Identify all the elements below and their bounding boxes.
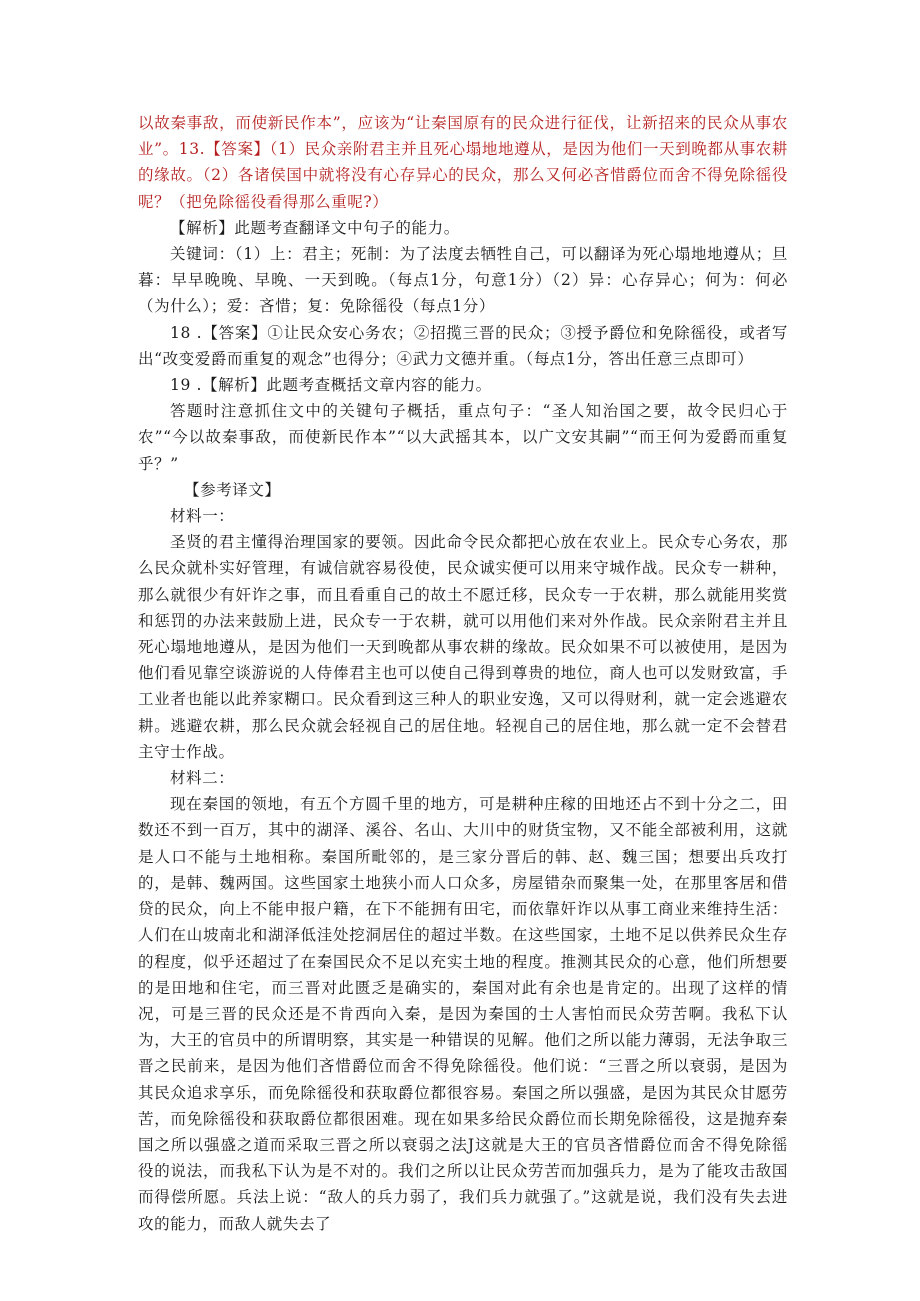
material-1-label: 材料一： <box>170 507 235 526</box>
material-1-text: 圣贤的君主懂得治理国家的要领。因此命令民众都把心放在农业上。民众专心务农，那么民众就朴实好管理，有诚信就容易役使，民众诚实便可以用来守城作战。民众专一耕种，那么就很少有奸诈之事，而且看重自己的故土不愿迁移，民众专一于农耕，那么就能用奖赏和惩罚的办法来鼓励上进，民众专一于农耕，就可以用他们来对外作战。民众亲附君主并且死心塌地地遵从，是因为他们一天到晚都从事农耕的缘故。民众如果不可以被使用，是因为他们看见靠空谈游说的人侍俸君主也可以使自己得到尊贵的地位，商人也可以发财致富，手工业者也能以此养家糊口。民众看到这三种人的职业安逸，又可以得财利，就一定会逃避农耕。逃避农耕，那么民众就会轻视自己的居住地。轻视自己的居住地，那么就一定不会替君主守士作战。 <box>138 533 788 761</box>
analysis-13-keywords: 关键词：（1）上：君主；死制：为了法度去牺牲自己，可以翻译为死心塌地地遵从；旦暮：早早晚晚、早晚、一天到晚。（每点1分，句意1分）（2）异：心存异心；何为：何必（为什么）；爱：吝惜；复：免除徭役（每点1分） <box>138 245 788 316</box>
translation-heading: 【参考译文】 <box>184 480 281 499</box>
analysis-19-title: 19 .【解析】此题考查概括文章内容的能力。 <box>170 376 492 395</box>
analysis-13-title: 【解析】此题考查翻译文中句子的能力。 <box>170 218 460 237</box>
material-2-label: 材料二： <box>170 769 235 788</box>
answer-13-paragraph: 以故秦事敌，而使新民作本”，应该为“让秦国原有的民众进行征伐，让新招来的民众从事农业”。13.【答案】（1）民众亲附君主并且死心塌地地遵从，是因为他们一天到晚都从事农耕的缘故。（2）各诸侯国中就将没有心存异心的民众，那么又何必吝惜爵位而舍不得免除徭役呢？（把免除徭役看得那么重呢?） <box>138 114 788 211</box>
answer-18-paragraph: 18 .【答案】①让民众安心务农；②招揽三晋的民众；③授予爵位和免除徭役，或者写出“改变爱爵而重复的观念”也得分；④武力文德并重。（每点1分，答出任意三点即可） <box>138 323 788 368</box>
document-page <box>138 110 788 1237</box>
analysis-19-body: 答题时注意抓住文中的关键句子概括，重点句子：“圣人知治国之要，故令民归心于农”“今以故秦事敌，而使新民作本”“以大武摇其本，以广文安其嗣”“而王何为爱爵而重复乎？” <box>138 402 788 473</box>
material-2-text: 现在秦国的领地，有五个方圆千里的地方，可是耕种庄稼的田地还占不到十分之二，田数还不到一百万，其中的湖泽、溪谷、名山、大川中的财货宝物，又不能全部被利用，这就是人口不能与土地相称。秦国所毗邻的，是三家分晋后的韩、赵、魏三国；想要出兵攻打的，是韩、魏两国。这些国家土地狭小而人口众多，房屋错杂而聚集一处，在那里客居和借贷的民众，向上不能申报户籍，在下不能拥有田宅，而依靠奸诈以从事工商业来维持生活：人们在山坡南北和湖泽低洼处挖洞居住的超过半数。在这些国家，土地不足以供养民众生存的程度，似乎还超过了在秦国民众不足以充实土地的程度。推测其民众的心意，他们所想要的是田地和住宅，而三晋对此匮乏是确实的，秦国对此有余也是肯定的。出现了这样的情况，可是三晋的民众还是不肯西向入秦，是因为秦国的士人害怕而民众劳苦啊。我私下认为，大王的官员中的所谓明察，其实是一种错误的见解。他们之所以能力薄弱，无法争取三晋之民前来，是因为他们吝惜爵位而舍不得免除徭役。他们说：“三晋之所以衰弱，是因为其民众追求享乐，而免除徭役和获取爵位都很容易。秦国之所以强盛，是因为其民众甘愿劳苦，而免除徭役和获取爵位都很困难。现在如果多给民众爵位而长期免除徭役，这是抛弃秦国之所以强盛之道而采取三晋之所以衰弱之法J这就是大王的官员吝惜爵位而舍不得免除徭役的说法，而我私下认为是不对的。我们之所以让民众劳苦而加强兵力，是为了能攻击敌国而得偿所愿。兵法上说：“敌人的兵力弱了，我们兵力就强了。”这就是说，我们没有失去进攻的能力，而敌人就失去了 <box>138 795 788 1233</box>
